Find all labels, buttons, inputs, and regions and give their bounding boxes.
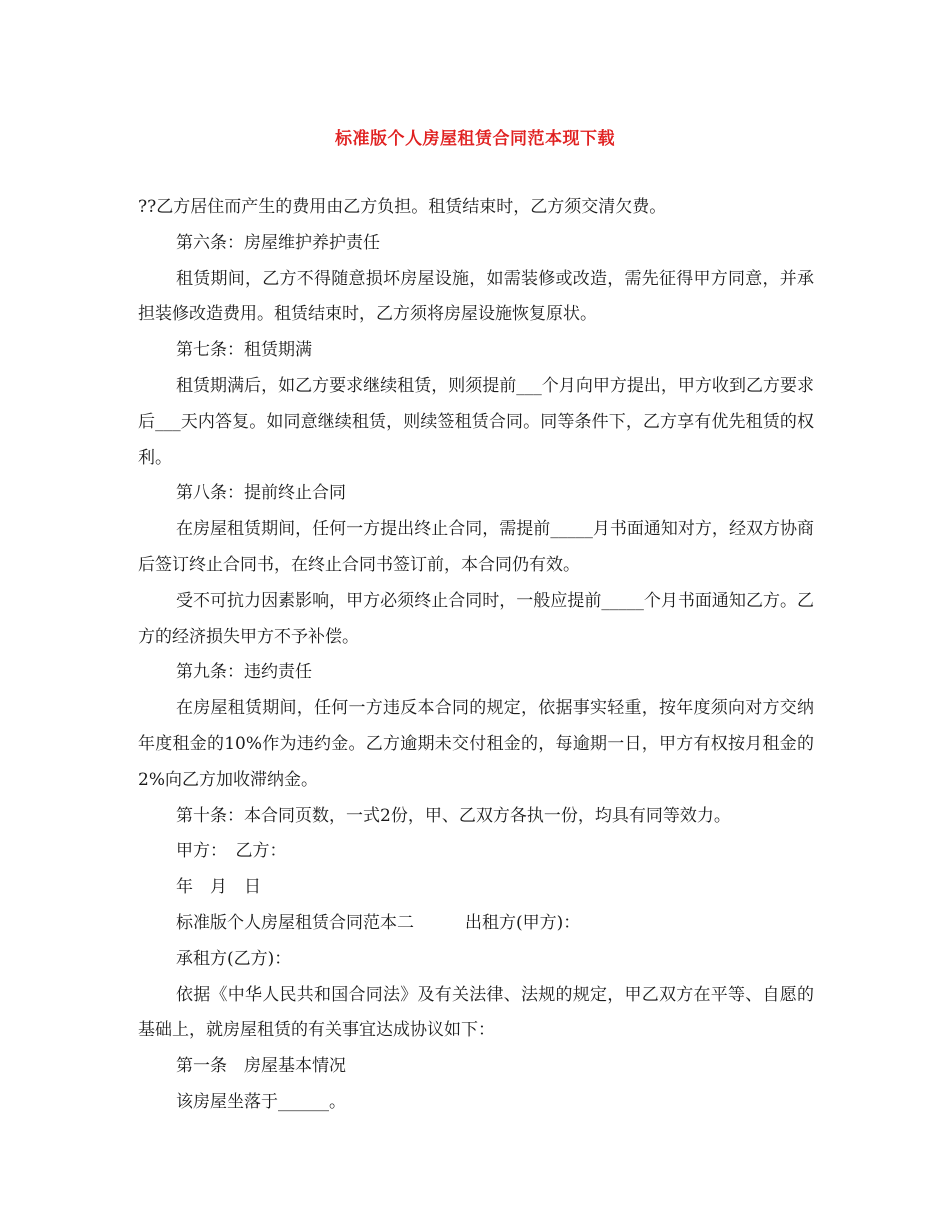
article-7-heading: 第七条：租赁期满 <box>176 340 312 361</box>
property-location-text: 该房屋坐落于______。 <box>176 1091 346 1112</box>
signature-parties: 甲方： 乙方： <box>176 841 287 862</box>
template-two-heading: 标准版个人房屋租赁合同范本二 出租方(甲方)： <box>176 912 581 933</box>
article-7-text: 租赁期满后，如乙方要求继续租赁，则须提前___个月向甲方提出，甲方收到乙方要求后___天内答复。如同意继续租赁，则续签租赁合同。同等条件下，乙方享有优先租赁的权利。 <box>138 375 814 468</box>
article-9-text: 在房屋租赁期间，任何一方违反本合同的规定，依据事实轻重，按年度须向对方交纳年度租金的10%作为违约金。乙方逾期未交付租金的，每逾期一日，甲方有权按月租金的2%向乙方加收滞纳金。 <box>138 698 814 790</box>
article-10-text: 第十条：本合同页数，一式2份，甲、乙双方各执一份，均具有同等效力。 <box>176 805 731 826</box>
article-8-text-2: 受不可抗力因素影响，甲方必须终止合同时，一般应提前_____个月书面通知乙方。乙方的经济损失甲方不予补偿。 <box>138 590 814 647</box>
article-6-heading: 第六条：房屋维护养护责任 <box>176 232 380 253</box>
article-8-heading: 第八条：提前终止合同 <box>176 483 346 504</box>
article-1-heading: 第一条 房屋基本情况 <box>176 1056 346 1077</box>
article-6-text: 租赁期间，乙方不得随意损坏房屋设施，如需装修或改造，需先征得甲方同意，并承担装修改造费用。租赁结束时，乙方须将房屋设施恢复原状。 <box>138 268 814 325</box>
document-title: 标准版个人房屋租赁合同范本现下载 <box>335 129 615 149</box>
signature-date: 年 月 日 <box>176 877 261 898</box>
article-9-heading: 第九条：违约责任 <box>176 662 312 683</box>
article-8-text-1: 在房屋租赁期间，任何一方提出终止合同，需提前_____月书面通知对方，经双方协商后签订终止合同书，在终止合同书签订前，本合同仍有效。 <box>138 519 814 575</box>
paragraph-fee-continued: ??乙方居住而产生的费用由乙方负担。租赁结束时，乙方须交清欠费。 <box>138 197 667 217</box>
document-body <box>138 190 814 1121</box>
tenant-party: 承租方(乙方)： <box>176 948 292 969</box>
legal-basis-text: 依据《中华人民共和国合同法》及有关法律、法规的规定，甲乙双方在平等、自愿的基础上，就房屋租赁的有关事宜达成协议如下： <box>138 984 814 1041</box>
